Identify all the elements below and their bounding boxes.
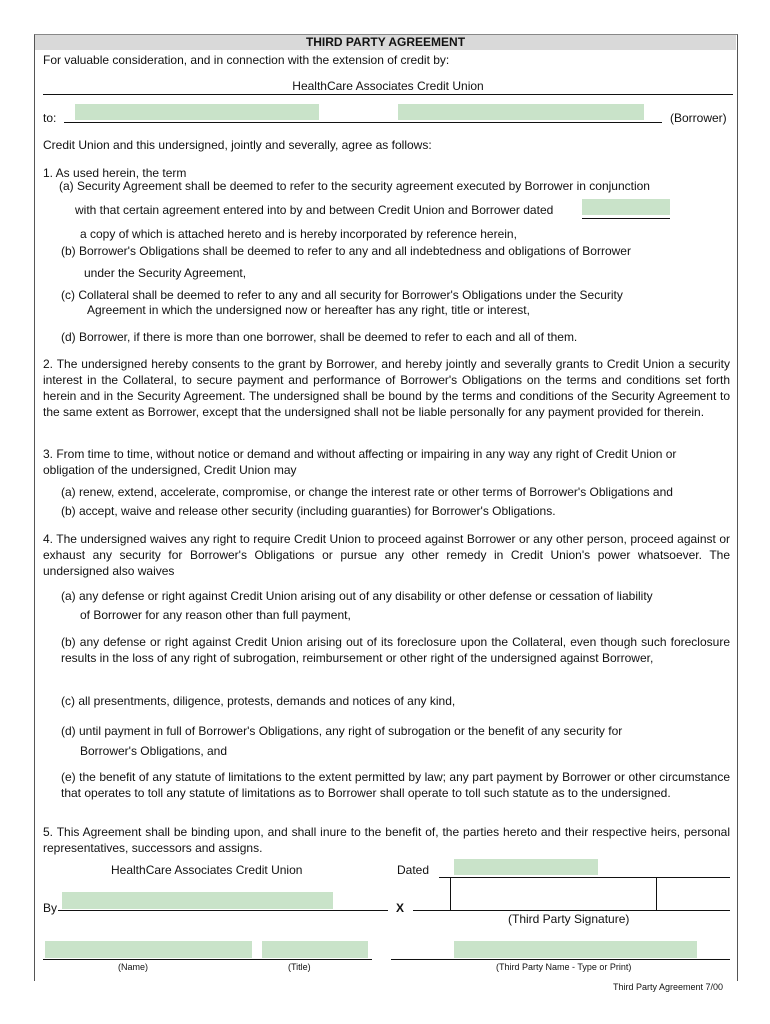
section-4b-text: (b) any defense or right against Credit Union arising out of its foreclosure upon the Collateral, even though such foreclosure results in the loss of any right of subrogation, reimbursement or other right of the undersigned against Borrower, xyxy=(61,635,730,665)
signature-cu-name: HealthCare Associates Credit Union xyxy=(111,863,303,877)
section-1a-line3: a copy of which is attached hereto and is hereby incorporated by reference herein, xyxy=(80,227,517,241)
third-party-name-field[interactable] xyxy=(454,941,697,958)
intro-text: For valuable consideration, and in connection with the extension of credit by: xyxy=(43,53,450,67)
signature-date-field[interactable] xyxy=(454,859,598,875)
section-4b xyxy=(61,634,730,666)
title-label: (Title) xyxy=(288,962,311,972)
section-3-line2: obligation of the undersigned, Credit Union may xyxy=(43,463,297,477)
x-label: X xyxy=(396,901,405,915)
agreement-date-line xyxy=(582,218,670,219)
credit-union-signer-field[interactable] xyxy=(62,892,333,909)
section-4c: (c) all presentments, diligence, protests, demands and notices of any kind, xyxy=(61,694,456,708)
section-3a: (a) renew, extend, accelerate, compromise, or change the interest rate or other terms of Borrower's Obligations and xyxy=(61,485,673,499)
section-4-intro: 4. The undersigned waives any right to require Credit Union to proceed against Borrower or any other person, proceed against or exhaust any security for Borrower's Obligations or pursue any other remedy in Credit Union's power whatsoever. The undersigned also waives xyxy=(43,532,730,578)
section-1a-line1: (a) Security Agreement shall be deemed to refer to the security agreement executed by Borrower in conjunction xyxy=(59,179,650,193)
borrower-name-field-1[interactable] xyxy=(75,104,319,120)
section-1b-line1: (b) Borrower's Obligations shall be deemed to refer to any and all indebtedness and obligations of Borrower xyxy=(61,244,631,258)
name-field[interactable] xyxy=(45,941,252,958)
section-1b-line2: under the Security Agreement, xyxy=(84,266,247,280)
credit-union-line xyxy=(43,94,733,95)
section-1d: (d) Borrower, if there is more than one borrower, shall be deemed to refer to each and all of them. xyxy=(61,330,578,344)
page-title: THIRD PARTY AGREEMENT xyxy=(305,35,466,49)
section-3-line1: 3. From time to time, without notice or demand and without affecting or impairing in any way any right of Credit Union or xyxy=(43,447,677,461)
third-party-signature-label: (Third Party Signature) xyxy=(508,912,630,926)
title-field[interactable] xyxy=(262,941,368,958)
third-party-signature-box[interactable] xyxy=(450,877,657,911)
section-4a-line1: (a) any defense or right against Credit Union arising out of any disability or other defense or cessation of liability xyxy=(61,589,653,603)
borrower-line xyxy=(64,122,662,123)
credit-union-name: HealthCare Associates Credit Union xyxy=(292,79,484,93)
borrower-label: (Borrower) xyxy=(670,111,727,125)
section-1c-line1: (c) Collateral shall be deemed to refer to any and all security for Borrower's Obligations under the Security xyxy=(61,288,623,302)
third-party-name-label: (Third Party Name - Type or Print) xyxy=(496,962,632,972)
by-line xyxy=(58,910,388,911)
section-1a-line2: with that certain agreement entered into by and between Credit Union and Borrower dated xyxy=(75,203,554,217)
to-label: to: xyxy=(43,111,57,125)
section-1c-line2: Agreement in which the undersigned now or hereafter has any right, title or interest, xyxy=(87,303,530,317)
agree-line: Credit Union and this undersigned, jointly and severally, agree as follows: xyxy=(43,138,432,152)
name-label: (Name) xyxy=(118,962,149,972)
agreement-date-field[interactable] xyxy=(582,199,670,215)
footer-form-id: Third Party Agreement 7/00 xyxy=(613,982,724,992)
section-5: 5. This Agreement shall be binding upon, and shall inure to the benefit of, the parties hereto and their respective heirs, personal representatives, successors and assigns. xyxy=(43,825,730,855)
section-4e: (e) the benefit of any statute of limitations to the extent permitted by law; any part payment by Borrower or other circumstance that operates to toll any statute of limitations as to Borrower shall operate to toll such statute as to the undersigned. xyxy=(61,770,730,800)
section-4d-line2: Borrower's Obligations, and xyxy=(80,744,228,758)
name-title-line xyxy=(43,959,372,960)
section-2: 2. The undersigned hereby consents to the grant by Borrower, and hereby jointly and severally grants to Credit Union a security interest in the Collateral, to secure payment and performance of Borrower's Obligations on the terms and conditions set forth herein and in the Security Agreement. The undersigned shall be bound by the terms and conditions of the Security Agreement to the same extent as Borrower, except that the undersigned shall not be liable personally for any payment provided for therein. xyxy=(43,357,730,419)
by-label: By xyxy=(43,901,58,915)
third-party-signature-line xyxy=(413,910,730,911)
dated-label: Dated xyxy=(397,863,430,877)
section-4d-line1: (d) until payment in full of Borrower's Obligations, any right of subrogation or the benefit of any security for xyxy=(61,724,623,738)
section-1-intro: 1. As used herein, the term xyxy=(43,166,187,180)
section-4a-line2: of Borrower for any reason other than full payment, xyxy=(80,608,351,622)
section-3b: (b) accept, waive and release other security (including guaranties) for Borrower's Obligations. xyxy=(61,504,556,518)
borrower-name-field-2[interactable] xyxy=(398,104,644,120)
third-party-name-line xyxy=(391,959,730,960)
